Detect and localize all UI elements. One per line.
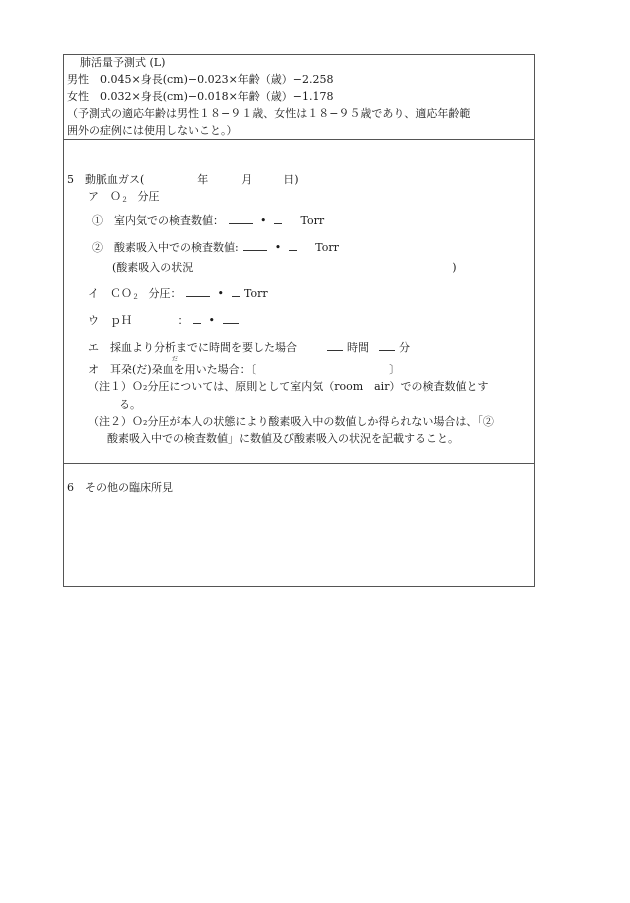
room-air-decimal-field[interactable] [274,215,282,224]
time-row [88,341,410,354]
co2-integer-field[interactable] [186,288,210,297]
oxygen-label: ② 酸素吸入中での検査数値: [92,241,239,254]
ph-colon: ： [177,314,189,327]
note1-line1: （注１）Ｏ₂分圧については、原則として室内気（room air）での検査数値とす [88,380,489,393]
oxygen-status-close: ) [452,261,457,274]
ear-close: 〕 [389,363,401,376]
note2-line2: 酸素吸入中での検査数値」に数値及び酸素吸入の状況を記載すること。 [107,432,459,445]
spiro-male-formula: 男性 0.045×身長(cm)−0.023×年齢（歳）−2.258 [67,73,334,86]
oxygen-status-label: (酸素吸入の状況 [112,261,194,274]
time-hours-field[interactable] [327,342,343,351]
section-divider-bottom [64,463,534,464]
oxygen-row [92,241,339,254]
date-year-label: 年 [197,173,209,186]
o2-label: ア Ｏ [88,190,121,203]
co2-suffix: 分圧： [148,287,182,300]
ph-row [88,314,240,327]
ear-label-a: オ 耳朶(だ) [88,363,152,376]
co2-label: イ ＣＯ [88,287,132,300]
oxygen-unit: Torr [315,241,339,254]
room-air-row [92,214,324,227]
co2-subscript: ２ [132,293,139,301]
room-air-integer-field[interactable] [229,215,253,224]
decimal-point: • [274,241,282,254]
time-label: エ 採血より分析までに時間を要した場合 [88,341,297,354]
date-day-label: 日) [283,173,299,186]
decimal-point: • [217,287,224,300]
oxygen-status-row [112,261,457,274]
blood-gas-heading [67,173,299,186]
room-air-unit: Torr [300,214,325,227]
co2-row [88,287,268,304]
other-findings-heading: 6 その他の臨床所見 [67,481,173,494]
spiro-note-line2: 囲外の症例には使用しないこと。） [67,124,238,137]
date-month-label: 月 [241,173,253,186]
co2-decimal-field[interactable] [232,288,240,297]
note1-line2: る。 [119,398,141,411]
decimal-point: • [260,214,267,227]
o2-subscript: ２ [121,196,128,204]
time-hours-label: 時間 [347,341,369,354]
room-air-label: ① 室内気での検査数値： [92,214,224,227]
o2-heading [88,190,160,207]
decimal-point: • [208,314,215,327]
o2-suffix: 分圧 [137,190,160,203]
section-divider-top [64,139,534,140]
spiro-note-line1: （予測式の適応年齢は男性１８−９１歳、女性は１８−９５歳であり、適応年齢範 [67,107,471,120]
spiro-female-formula: 女性 0.032×身長(cm)−0.018×年齢（歳）−1.178 [67,90,334,103]
blood-gas-heading-label: 5 動脈血ガス( [67,173,145,186]
note2-line1: （注２）Ｏ₂分圧が本人の状態により酸素吸入中の数値しか得られない場合は、「② [88,415,494,428]
time-minutes-label: 分 [399,341,410,354]
oxygen-integer-field[interactable] [243,242,267,251]
ear-label-b: 朶血を用いた場合：〔 [151,363,257,376]
spiro-heading: 肺活量予測式 (L) [80,56,166,69]
co2-unit: Torr [244,287,268,300]
ph-label: ウ ｐＨ [88,314,132,327]
oxygen-decimal-field[interactable] [289,242,297,251]
ph-integer-field[interactable] [193,315,201,324]
time-minutes-field[interactable] [379,342,395,351]
ph-decimal-field[interactable] [223,315,239,324]
ear-blood-row [88,363,400,376]
other-findings-area[interactable] [66,500,532,584]
ear-furigana: だ [172,356,179,363]
